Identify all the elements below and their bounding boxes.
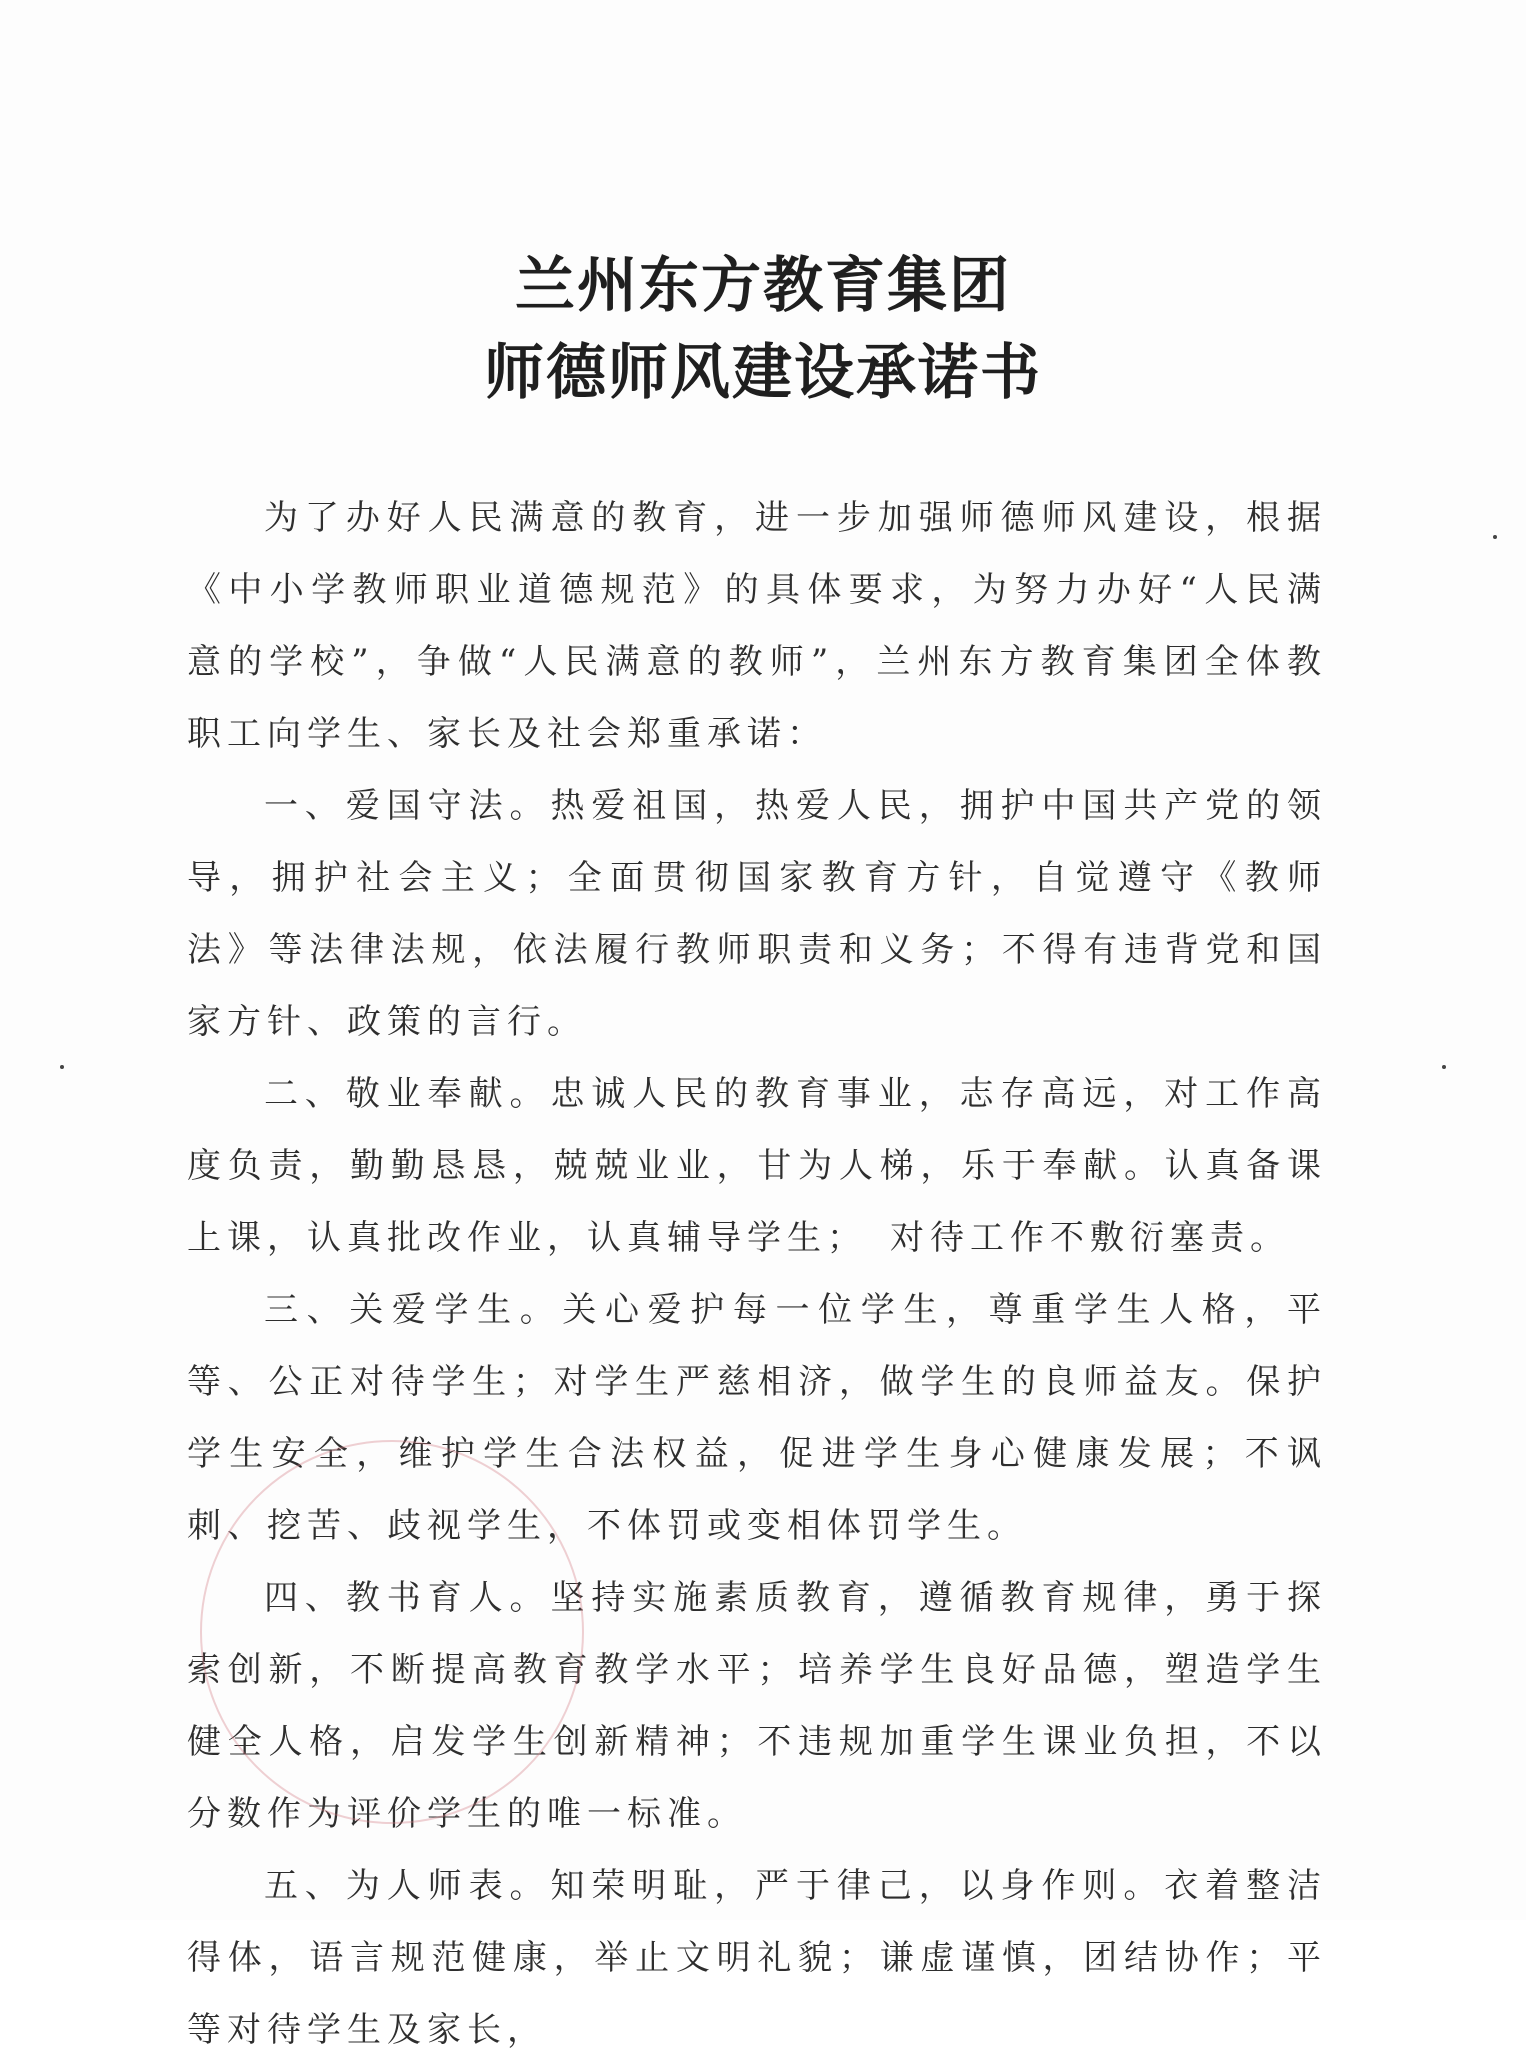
paragraph-item-2: 二、敬业奉献。忠诚人民的教育事业，志存高远，对工作高度负责，勤勤恳恳，兢兢业业，甘为人梯，乐于奉献。认真备课上课，认真批改作业，认真辅导学生； 对待工作不敷衍塞责。 bbox=[187, 1074, 1327, 1258]
paragraph-item-1: 一、爱国守法。热爱祖国，热爱人民，拥护中国共产党的领导，拥护社会主义；全面贯彻国家教育方针，自觉遵守《教师法》等法律法规，依法履行教师职责和义务；不得有违背党和国家方针、政策的言行。 bbox=[187, 786, 1327, 1042]
scan-speck bbox=[60, 1065, 64, 1069]
paragraph-item-4: 四、教书育人。坚持实施素质教育，遵循教育规律，勇于探索创新，不断提高教育教学水平；培养学生良好品德，塑造学生健全人格，启发学生创新精神；不违规加重学生课业负担，不以分数作为评价学生的唯一标准。 bbox=[187, 1578, 1327, 1834]
scan-speck bbox=[1493, 535, 1497, 539]
scan-speck bbox=[1442, 1065, 1446, 1069]
paragraph-item-5: 五、为人师表。知荣明耻，严于律己，以身作则。衣着整洁得体，语言规范健康，举止文明礼貌；谦虚谨慎，团结协作；平等对待学生及家长， bbox=[187, 1866, 1327, 2050]
document-title-line1: 兰州东方教育集团 bbox=[515, 251, 1011, 321]
paragraph-item-3: 三、关爱学生。关心爱护每一位学生，尊重学生人格，平等、公正对待学生；对学生严慈相济，做学生的良师益友。保护学生安全，维护学生合法权益，促进学生身心健康发展；不讽刺、挖苦、歧视学生，不体罚或变相体罚学生。 bbox=[187, 1290, 1327, 1546]
document-body bbox=[187, 482, 1327, 2066]
document-title-line2: 师德师风建设承诺书 bbox=[484, 338, 1042, 408]
paragraph-intro: 为了办好人民满意的教育，进一步加强师德师风建设，根据《中小学教师职业道德规范》的具体要求，为努力办好“人民满意的学校”，争做“人民满意的教师”，兰州东方教育集团全体教职工向学生、家长及社会郑重承诺： bbox=[187, 498, 1327, 754]
